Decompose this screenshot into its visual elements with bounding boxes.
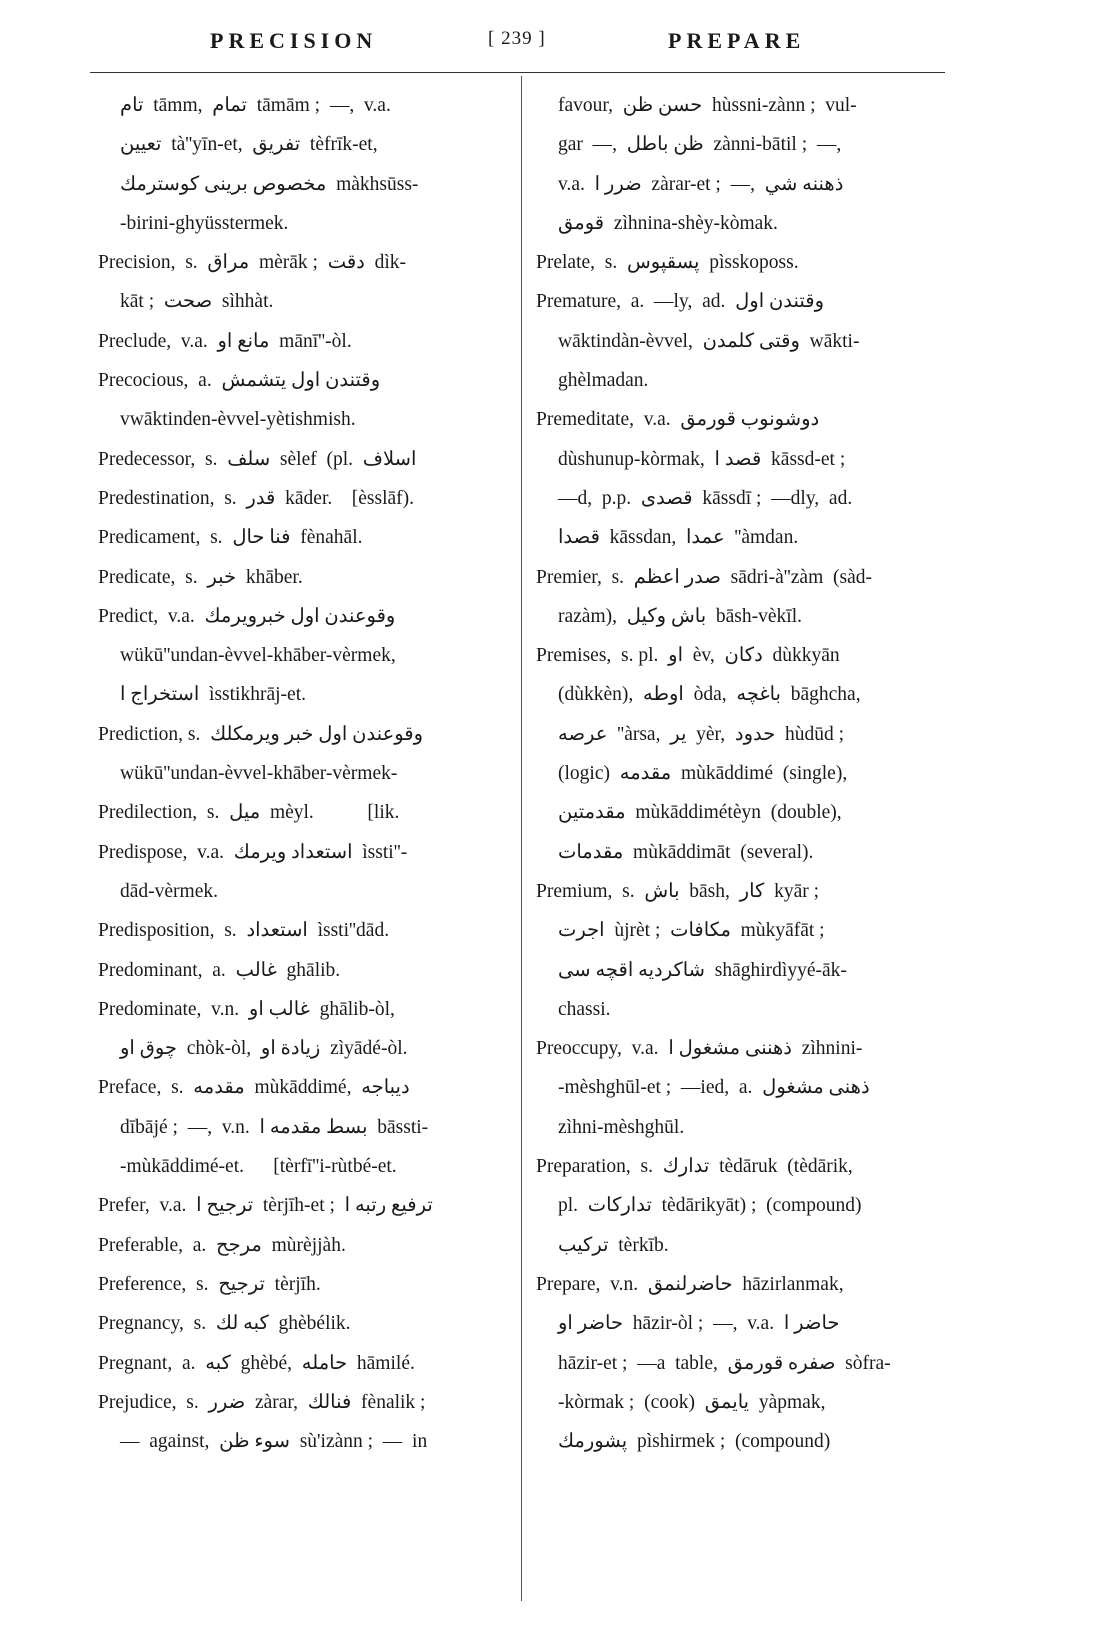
entry-line: Predispose, v.a. استعداد ويرمك ìssti''- (98, 841, 408, 863)
entry-line: gar —, ظن باطل zànni-bātil ; —, (558, 134, 842, 156)
entry-line: Preparation, s. تدارك tèdāruk (tèdārik, (536, 1156, 853, 1178)
entry-line: -mèshghūl-et ; —ied, a. ذهنى مشغول (558, 1077, 870, 1099)
entry-line: — against, سوء ظن sù'izànn ; — in (120, 1431, 428, 1453)
entry-line: Prediction, s. وقوعندن اول خبر ويرمكلك (98, 723, 424, 745)
entry-line: Predecessor, s. سلف sèlef (pl. اسلاف (98, 448, 417, 470)
entry-line: Pregnancy, s. كبه لك ghèbélik. (98, 1313, 351, 1335)
entry-line: wāktindàn-èvvel, وقتى كلمدن wākti- (558, 330, 860, 352)
entry-line: Premium, s. باش bāsh, كار kyār ; (536, 880, 820, 902)
entry-line: dùshunup-kòrmak, قصد ا kāssd-et ; (558, 448, 846, 470)
entry-line: Predicate, s. خبر khāber. (98, 566, 303, 588)
entry-line: -birini-ghyüsstermek. (120, 212, 289, 234)
entry-line: hāzir-et ; —a table, صفره قورمق sòfra- (558, 1352, 891, 1374)
page-number: [ 239 ] (488, 28, 546, 49)
entry-line: Preclude, v.a. مانع او mānī''-òl. (98, 330, 352, 352)
entry-line: مقدمات mùkāddimāt (several). (558, 841, 814, 863)
entry-line: —d, p.p. قصدى kāssdī ; —dly, ad. (558, 487, 853, 509)
entry-line: Predisposition, s. استعداد ìssti''dād. (98, 920, 390, 942)
page-header (90, 28, 945, 62)
entry-line: Predominant, a. غالب ghālib. (98, 959, 341, 981)
entry-line: wükū''undan-èvvel-khāber-vèrmek, (120, 645, 396, 667)
entry-line: تام tāmm, تمام tāmām ; —, v.a. (120, 95, 391, 116)
entry-line: استخراج ا ìsstikhrāj-et. (120, 684, 306, 706)
header-left-guide-word: PRECISION (210, 28, 378, 53)
entry-line: قصدا kāssdan, عمدا ''àmdan. (558, 527, 799, 549)
entry-line: (logic) مقدمه mùkāddimé (single), (558, 763, 848, 785)
entry-line: Pregnant, a. كبه ghèbé, حامله hāmilé. (98, 1352, 415, 1374)
entry-line: v.a. ضرر ا zàrar-et ; —, ذهننه شي (558, 173, 844, 195)
entry-line: -kòrmak ; (cook) يايمق yàpmak, (558, 1391, 826, 1413)
entry-line: مخصوص برينى كوسترمك màkhsūss- (120, 173, 419, 195)
entry-line: Precision, s. مراق mèrāk ; دقت dìk- (98, 252, 407, 274)
entry-line: شاكرديه اقچه سى shāghirdìyyé-āk- (558, 959, 847, 981)
right-column (536, 86, 946, 1461)
entry-line: عرصه ''àrsa, ير yèr, حدود hùdūd ; (558, 723, 845, 745)
entry-line: Prelate, s. پسقپوس pìsskoposs. (536, 252, 799, 274)
entry-line: Premier, s. صدر اعظم sādri-à''zàm (sàd- (536, 566, 872, 588)
entry-line: -mùkāddimé-et. [tèrfī''i-rùtbé-et. (120, 1156, 397, 1178)
entry-line: favour, حسن ظن hùssni-zànn ; vul- (558, 95, 857, 116)
entry-line: dād-vèrmek. (120, 880, 218, 902)
entry-line: Prepare, v.n. حاضرلنمق hāzirlanmak, (536, 1273, 844, 1295)
entry-line: Preference, s. ترجيح tèrjīh. (98, 1273, 321, 1295)
header-right-guide-word: PREPARE (668, 28, 806, 53)
entry-line: Prejudice, s. ضرر zàrar, فنالك fènalik ; (98, 1391, 426, 1413)
entry-line: مقدمتين mùkāddimétèyn (double), (558, 802, 842, 824)
entry-line: vwāktinden-èvvel-yètishmish. (120, 409, 356, 431)
entry-line: wükū''undan-èvvel-khāber-vèrmek- (120, 763, 398, 785)
header-rule (90, 72, 945, 73)
entry-line: razàm), باش وكيل bāsh-vèkīl. (558, 605, 803, 627)
entry-line: (dùkkèn), اوطه òda, باغچه bāghcha, (558, 684, 861, 706)
column-divider (521, 76, 522, 1601)
entry-line: تركيب tèrkīb. (558, 1234, 669, 1256)
entry-line: Predestination, s. قدر kāder. [èsslāf). (98, 487, 415, 509)
entry-line: Preface, s. مقدمه mùkāddimé, ديباجه (98, 1077, 410, 1099)
entry-line: Predict, v.a. وقوعندن اول خبرويرمك (98, 605, 396, 627)
entry-line: Prefer, v.a. ترجيح ا tèrjīh-et ; ترفيع رتبه ا (98, 1195, 433, 1217)
entry-line: Premeditate, v.a. دوشونوب قورمق (536, 409, 820, 431)
left-column (98, 86, 508, 1461)
entry-line: Predominate, v.n. غالب او ghālib-òl, (98, 998, 395, 1020)
entry-line: kāt ; صحت sìhhàt. (120, 291, 274, 313)
entry-line: چوق او chòk-òl, زيادة او zìyādé-òl. (120, 1038, 408, 1060)
entry-line: chassi. (558, 998, 611, 1020)
entry-line: حاضر او hāzir-òl ; —, v.a. حاضر ا (558, 1313, 840, 1335)
entry-line: Preoccupy, v.a. ذهننى مشغول ا zìhnini- (536, 1038, 863, 1060)
entry-line: Precocious, a. وقتندن اول يتشمش (98, 370, 381, 392)
entry-line: Preferable, a. مرجح mùrèjjàh. (98, 1234, 346, 1256)
entry-line: تعيين tà''yīn-et, تفريق tèfrīk-et, (120, 134, 378, 156)
entry-line: اجرت ùjrèt ; مكافات mùkyāfāt ; (558, 920, 825, 942)
entry-line: قومق zìhnina-shèy-kòmak. (558, 212, 778, 234)
entry-line: پشورمك pìshirmek ; (compound) (558, 1431, 831, 1453)
entry-line: zìhni-mèshghūl. (558, 1116, 685, 1138)
entry-line: Premises, s. pl. او èv, دكان dùkkyān (536, 645, 840, 667)
entry-line: Premature, a. —ly, ad. وقتندن اول (536, 291, 825, 313)
entry-line: pl. تداركات tèdārikyāt) ; (compound) (558, 1195, 862, 1217)
entry-line: ghèlmadan. (558, 370, 649, 392)
entry-line: Predilection, s. ميل mèyl. [lik. (98, 802, 400, 824)
entry-line: dībājé ; —, v.n. بسط مقدمه ا bāssti- (120, 1116, 429, 1138)
entry-line: Predicament, s. فنا حال fènahāl. (98, 527, 363, 549)
